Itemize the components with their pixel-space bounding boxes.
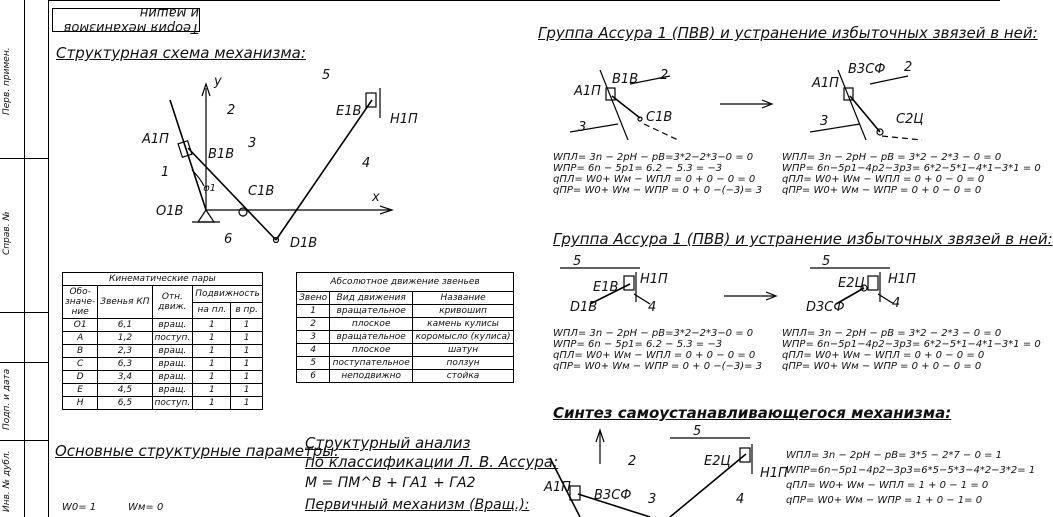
g1-label-c2: C2Ц [896,112,924,127]
table-row [297,331,514,344]
equation: qПЛ= W0+ Wм − WПЛ = 0 + 0 − 0 = 0 [782,174,985,185]
table-cell: 5 [297,357,330,370]
pairs-header: Обо-значе-ние [63,286,98,319]
equation: qПР= W0+ Wм − WПР = 0 + 0 − 0 = 0 [782,361,982,372]
equation: qПЛ= W0+ Wм − WПЛ = 1 + 0 − 1 = 0 [786,480,989,491]
equation: WПР= 6n − 5p1= 6.2 − 5.3 = −3 [553,163,723,174]
equation: qПР= W0+ Wм − WПР = 1 + 0 − 1= 0 [786,495,983,506]
table-cell: вращ. [152,371,193,384]
g2-label-m5: 5 [822,254,831,269]
links-header: Название [413,292,514,305]
g2-label-d: D1В [570,300,598,315]
table-row [63,345,263,358]
table-cell: 6 [297,370,330,383]
equation: WПЛ= 3n − 2pН − pВ = 3*2 − 2*3 − 0 = 0 [782,152,1002,163]
g2-label-h2: H1П [888,272,916,287]
table-cell: коромысло (кулиса) [413,331,514,344]
g1-label-b2: B3СФ [848,62,886,77]
link-4 [276,100,372,240]
table-cell: поступательное [330,357,413,370]
table-cell: вращ. [152,358,193,371]
g1-label-c: C1В [646,110,673,125]
equation: WПР= 6n − 5p1= 6.2 − 5.3 = −3 [553,339,723,350]
frame-top [48,0,1000,1]
group1-left-equations [553,152,762,196]
g2-label-h: H1П [640,272,668,287]
table-cell: 1 [231,371,262,384]
label-d: D1В [290,236,318,251]
group1-right-equations [782,152,1041,196]
main-params-heading: Основные структурные параметры: [55,442,340,460]
g2-label-e: E1В [593,280,619,295]
table-cell: кривошип [413,305,514,318]
table-cell: 2 [297,318,330,331]
table-cell: поступ. [152,332,193,345]
synth-label-3: 3 [648,492,657,507]
label-y: y [214,74,222,89]
table-cell: D [63,371,98,384]
table-cell: 1 [193,384,231,397]
label-o: O1В [156,204,184,219]
frame-divider [0,440,48,441]
group2-sketch [560,254,980,324]
equation: qПЛ= W0+ Wм − WПЛ = 0 + 0 − 0 = 0 [553,350,756,361]
table-cell: вращ. [152,345,193,358]
label-1: 1 [161,165,170,180]
table-cell: 4,5 [98,384,152,397]
analysis-heading-2: по классификации Л. В. Ассура: [305,453,559,471]
g1-label-b: B1В [612,72,639,87]
table-cell: плоское [330,318,413,331]
frame-label: Перв. примен. [2,47,12,115]
frame-label: Подп. и дата [2,368,12,430]
label-phi: φ1 [203,183,216,194]
table-cell: шатун [413,344,514,357]
equation: qПР= W0+ Wм − WПР = 0 + 0 −(−3)= 3 [553,361,763,372]
g1-label-m2: 2 [904,60,913,75]
table-cell: 1 [231,345,262,358]
primary-mechanism-heading: Первичный механизм (Вращ.): [305,497,530,513]
equation: qПР= W0+ Wм − WПР = 0 + 0 − 0 = 0 [782,185,982,196]
pairs-caption: Кинематические пары [63,273,263,286]
equation: qПР= W0+ Wм − WПР = 0 + 0 −(−3)= 3 [553,185,763,196]
table-row [297,305,514,318]
g1-label-a2: A1П [812,76,839,91]
frame-label: Инв. № дубл. [2,450,12,512]
table-cell: вращательное [330,305,413,318]
table-row [63,319,263,332]
table-row [63,371,263,384]
structural-scheme-heading: Структурная схема механизма: [56,44,306,62]
table-row [63,332,263,345]
equation: WПЛ= 3n − 2pН − pВ=3*2−2*3−0 = 0 [553,328,754,339]
synth-label-2: 2 [628,454,637,469]
table-cell: 1 [193,332,231,345]
table-cell: 4 [297,344,330,357]
g2-label-e2: E2Ц [838,276,865,291]
table-cell: неподвижно [330,370,413,383]
table-row [63,384,263,397]
table-cell: B [63,345,98,358]
pairs-table [62,272,263,410]
label-3: 3 [248,136,257,151]
table-cell: 1 [193,371,231,384]
table-cell: 1 [193,345,231,358]
support-o [198,210,214,222]
pairs-header: на пл. [193,302,231,319]
table-cell: E [63,384,98,397]
group1-heading: Группа Ассура 1 (ПВВ) и устранение избыточных звязей в ней: [538,24,1038,42]
mechanism-scheme [100,60,420,260]
table-row [297,357,514,370]
table-cell: 1 [231,358,262,371]
group2-right-equations [782,328,1041,372]
equation: WПР=6n−5p1−4p2−3p3=6*5−5*3−4*2−3*2= 1 [786,465,1036,476]
table-cell: ползун [413,357,514,370]
slider-5 [366,93,376,107]
table-row [297,344,514,357]
table-cell: плоское [330,344,413,357]
pairs-header: в пр. [231,302,262,319]
table-cell: вращательное [330,331,413,344]
table-cell: 3,4 [98,371,152,384]
equation: WПЛ= 3n − 2pН − pВ= 3*5 − 2*7 − 0 = 1 [786,450,1003,461]
joint-c [239,208,247,216]
pairs-header: Отн. движ. [152,286,193,319]
label-4: 4 [362,156,371,171]
pairs-header: Подвижность [193,286,263,303]
g2-label-m4: 4 [892,296,901,311]
equation: WПЛ= 3n − 2pН − pВ=3*2−2*3−0 = 0 [553,152,754,163]
table-row [63,397,263,410]
table-cell: камень кулисы [413,318,514,331]
table-cell: 1 [231,397,262,410]
links-header: Звено [297,292,330,305]
g1-label-a: A1П [574,84,601,99]
table-cell: 3 [297,331,330,344]
table-cell: 1 [193,319,231,332]
links-header: Вид движения [330,292,413,305]
label-e: E1В [336,104,362,119]
equation: qПЛ= W0+ Wм − WПЛ = 0 + 0 − 0 = 0 [782,350,985,361]
table-cell: 6,5 [98,397,152,410]
table-cell: поступ. [152,397,193,410]
synth-label-4: 4 [736,492,745,507]
table-cell: 1 [297,305,330,318]
table-cell: 6,1 [98,319,152,332]
label-b: B1В [208,147,235,162]
synth-label-h: H1П [760,466,788,481]
table-row [297,370,514,383]
group2-left-equations [553,328,762,372]
frame-divider [0,312,48,313]
label-h: H1П [390,112,418,127]
analysis-formula: M = ПМ^B + ГА1 + ГА2 [305,475,476,491]
label-x: x [372,190,380,205]
label-2: 2 [227,103,236,118]
g1-label-m3: 3 [820,114,829,129]
table-cell: O1 [63,319,98,332]
synthesis-equations [786,448,1035,508]
links-table [296,272,514,383]
equation: WПР= 6n−5p1−4p2−3p3= 6*2−5*1−4*1−3*1 = 0 [782,163,1041,174]
table-row [63,358,263,371]
table-cell: 1,2 [98,332,152,345]
table-cell: 2,3 [98,345,152,358]
g1-label-3: 3 [578,120,587,135]
g2-label-5: 5 [573,254,582,269]
label-c: C1В [248,184,275,199]
synth-label-e: E2Ц [704,454,731,469]
g2-label-d2: D3СФ [806,300,845,315]
equation: qПЛ= W0+ Wм − WПЛ = 0 + 0 − 0 = 0 [553,174,756,185]
table-cell: 6,3 [98,358,152,371]
table-cell: 1 [193,358,231,371]
label-a: A1П [142,132,169,147]
g2-label-4: 4 [648,300,657,315]
pairs-header: Звенья КП [98,286,152,319]
table-cell: 1 [193,397,231,410]
table-cell: 1 [231,384,262,397]
label-6: 6 [224,232,233,247]
frame-divider [0,362,48,363]
equation: WПР= 6n−5p1−4p2−3p3= 6*2−5*1−4*1−3*1 = 0 [782,339,1041,350]
title-stamp: Теория механизмов и машин [52,8,200,32]
equation: WПЛ= 3n − 2pН − pВ = 3*2 − 2*3 − 0 = 0 [782,328,1002,339]
table-cell: вращ. [152,384,193,397]
links-caption: Абсолютное движение звеньев [297,273,514,292]
table-cell: вращ. [152,319,193,332]
g1-label-2: 2 [660,68,669,83]
synth-label-5: 5 [693,424,702,439]
synth-label-b: B3СФ [594,488,632,503]
analysis-heading: Структурный анализ [305,434,471,452]
slider-2 [178,141,192,157]
table-cell: 1 [231,319,262,332]
table-row [297,318,514,331]
group2-heading: Группа Ассура 1 (ПВВ) и устранение избыточных звязей в ней: [553,230,1053,248]
frame-label: Справ. № [2,211,12,255]
table-cell: H [63,397,98,410]
synth-label-a: A1П [544,480,571,495]
frame-divider [0,158,48,159]
synthesis-heading: Синтез самоустанавливающегося механизма: [553,404,952,422]
param-w0: W0= 1 [62,502,97,513]
table-cell: A [63,332,98,345]
label-5: 5 [322,68,331,83]
table-cell: 1 [231,332,262,345]
table-cell: C [63,358,98,371]
param-wm: Wм= 0 [128,502,164,513]
table-cell: стойка [413,370,514,383]
